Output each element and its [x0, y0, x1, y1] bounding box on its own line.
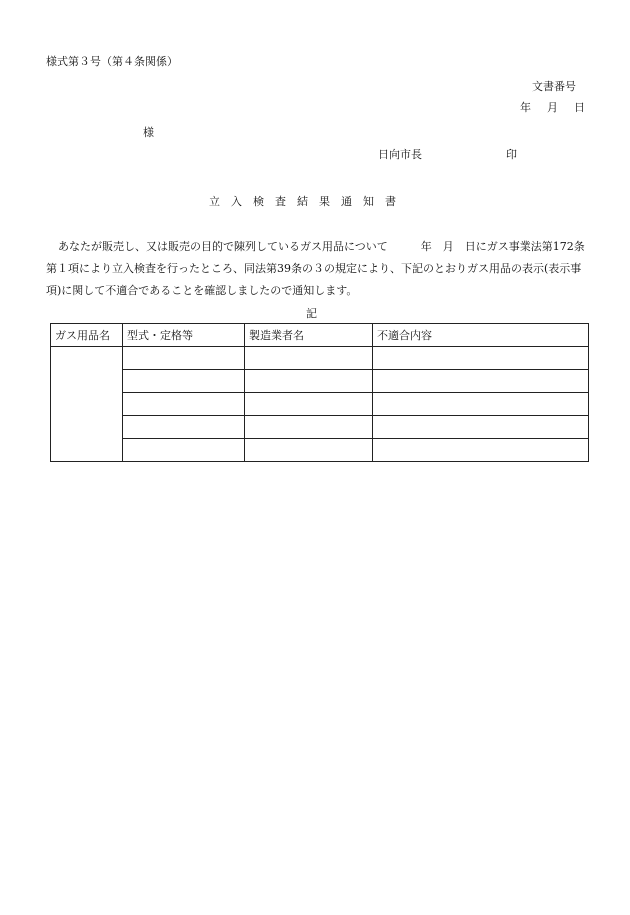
table-row: [51, 416, 589, 439]
date-day: 日: [574, 101, 585, 114]
product-name-cell: [51, 347, 123, 462]
date-month: 月: [547, 101, 558, 114]
date-year: 年: [520, 101, 531, 114]
notice-paragraph: あなたが販売し、又は販売の目的で陳列しているガス用品について 年 月 日にガス事業法第172条第１項により立入検査を行ったところ、同法第39条の３の規定により、下記のとおりガス用品の表示(表示事項)に関して不適合であることを確認しましたので通知します。: [46, 240, 585, 297]
table-row: [51, 370, 589, 393]
table-cell: [245, 393, 373, 416]
table-cell: [245, 370, 373, 393]
table-row: [51, 393, 589, 416]
table-cell: [245, 439, 373, 462]
table-row: [51, 439, 589, 462]
table-cell: [123, 416, 245, 439]
document-number-label: 文書番号: [532, 80, 576, 93]
table-cell: [373, 416, 589, 439]
table-cell: [373, 439, 589, 462]
table-cell: [373, 393, 589, 416]
sender-name: 日向市長: [378, 148, 422, 161]
table-cell: [123, 439, 245, 462]
form-number: 様式第３号（第４条関係）: [46, 55, 178, 68]
table-cell: [373, 347, 589, 370]
ki-label: 記: [306, 307, 317, 320]
addressee-honorific: 様: [143, 126, 154, 139]
header-model-rating: 型式・定格等: [123, 324, 245, 347]
header-manufacturer: 製造業者名: [245, 324, 373, 347]
results-table: [50, 323, 589, 462]
table-cell: [123, 347, 245, 370]
table-cell: [245, 347, 373, 370]
document-title: 立入検査結果通知書: [209, 195, 407, 208]
table-cell: [373, 370, 589, 393]
table-cell: [245, 416, 373, 439]
table-row: [51, 347, 589, 370]
date-line: [520, 99, 585, 115]
table-cell: [123, 370, 245, 393]
table-cell: [123, 393, 245, 416]
sender-seal: 印: [506, 148, 517, 161]
header-gas-product: ガス用品名: [51, 324, 123, 347]
table-header-row: [51, 324, 589, 347]
header-nonconformity: 不適合内容: [373, 324, 589, 347]
